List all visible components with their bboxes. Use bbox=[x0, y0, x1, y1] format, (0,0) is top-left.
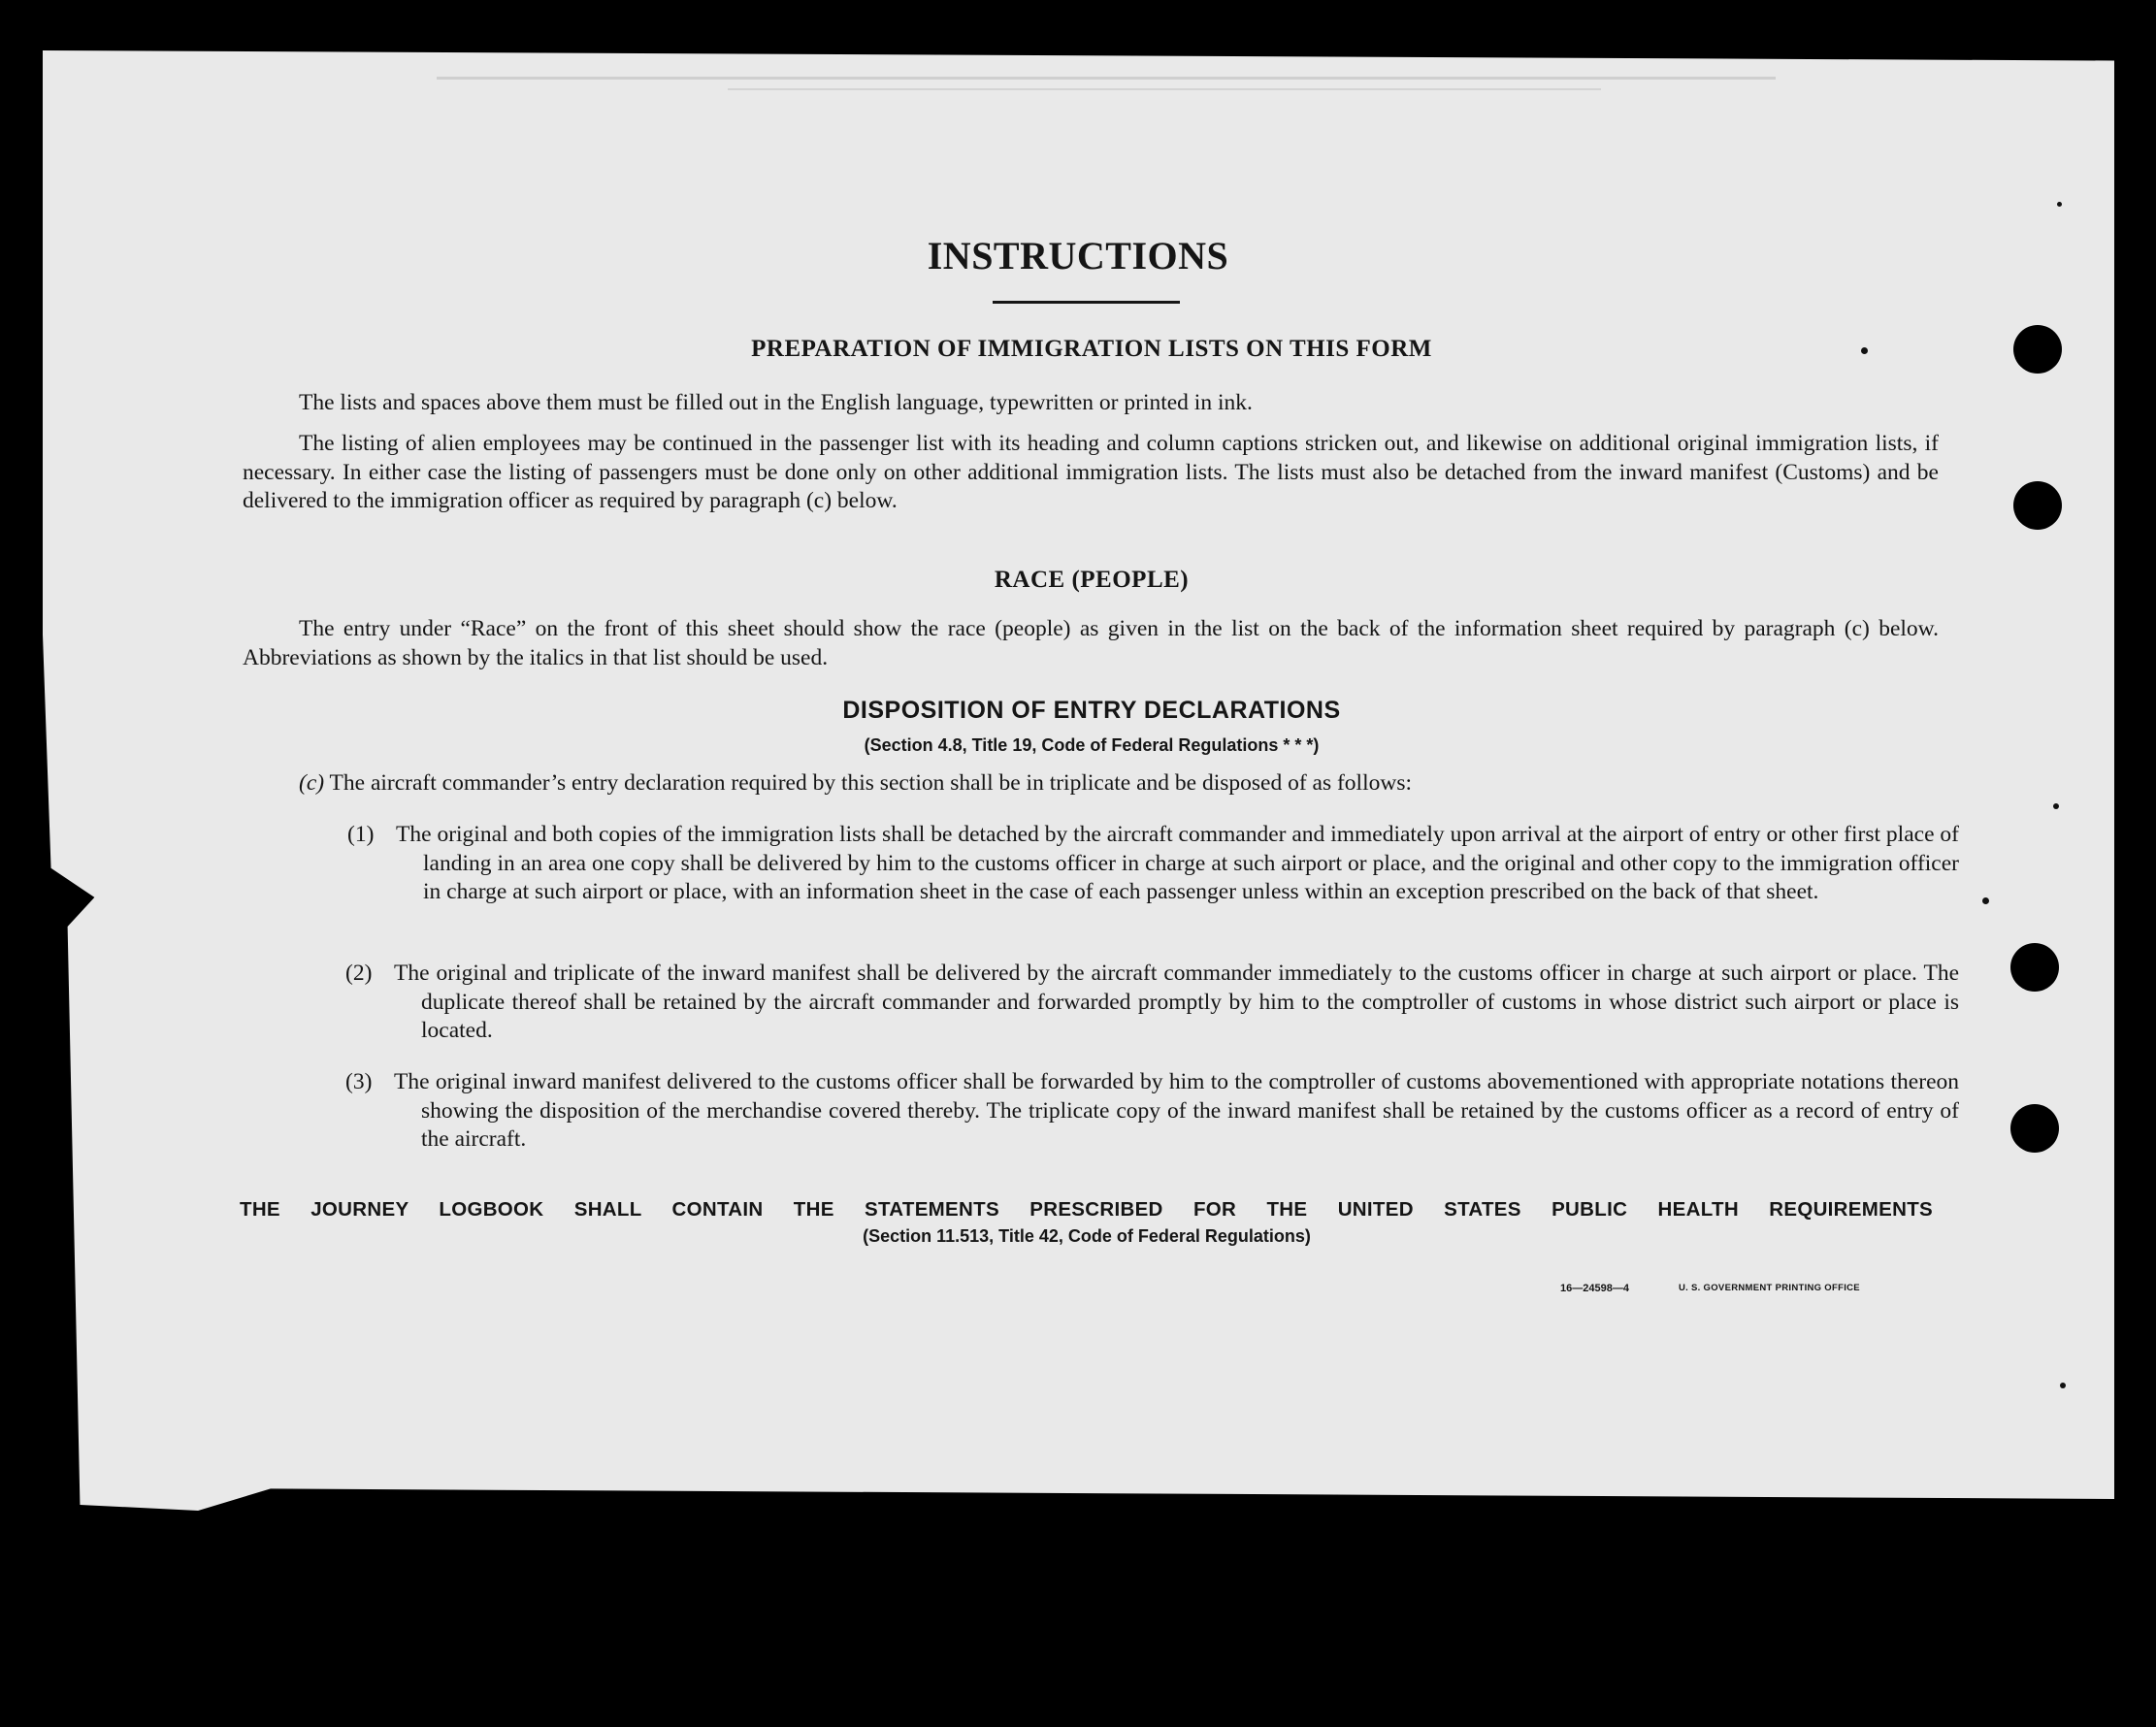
preparation-paragraph-2: The listing of alien employees may be continued in the passenger list with its heading and column captions stricken out, and likewise on additional original immigration lists, if necessary. In either case the listing of passengers must be done only on other additional immigration lists. The lists must also be detached from the inward manifest (Customs) and be delivered to the immigration officer as required by paragraph (c) below. bbox=[243, 431, 1939, 513]
disposition-item-1 bbox=[347, 821, 1959, 907]
printing-office-imprint: U. S. GOVERNMENT PRINTING OFFICE bbox=[1679, 1283, 1860, 1293]
item-number: (2) bbox=[345, 961, 373, 986]
page-title: INSTRUCTIONS bbox=[927, 234, 1229, 277]
title-underline bbox=[993, 301, 1180, 304]
ink-speck bbox=[2053, 803, 2059, 809]
preparation-paragraph-1: The lists and spaces above them must be filled out in the English language, typewritten or printed in ink. bbox=[299, 390, 1253, 415]
bleed-through-text bbox=[437, 63, 1776, 111]
disposition-citation: (Section 4.8, Title 19, Code of Federal Regulations * * *) bbox=[864, 735, 1320, 755]
bleed-through-marks bbox=[437, 63, 1776, 102]
disposition-item-2 bbox=[345, 960, 1959, 1046]
section-heading-race: RACE (PEOPLE) bbox=[994, 567, 1190, 593]
disposition-intro-label: (c) bbox=[299, 770, 325, 796]
item-text: The original inward manifest delivered to the customs officer shall be forwarded by him to the comptroller of customs abovementioned with appropriate notations thereon showing the disposition of the merchandise covered thereby. The triplicate copy of the inward manifest shall be retained by the customs officer as a record of entry of the aircraft. bbox=[394, 1069, 1959, 1152]
health-requirement-citation: (Section 11.513, Title 42, Code of Federal Regulations) bbox=[863, 1226, 1311, 1246]
race-paragraph: The entry under “Race” on the front of this sheet should show the race (people) as given in the list on the back of the information sheet required by paragraph (c) below. Abbreviations as shown by the italics in that list should be used. bbox=[243, 616, 1939, 670]
ink-speck bbox=[1982, 897, 1989, 904]
punch-hole bbox=[2010, 1104, 2059, 1153]
section-heading-preparation: PREPARATION OF IMMIGRATION LISTS ON THIS FORM bbox=[751, 336, 1432, 362]
section-heading-disposition: DISPOSITION OF ENTRY DECLARATIONS bbox=[842, 697, 1341, 724]
item-number: (3) bbox=[345, 1069, 373, 1094]
ink-speck bbox=[2060, 1383, 2066, 1388]
disposition-item-3 bbox=[345, 1068, 1959, 1155]
item-number: (1) bbox=[347, 822, 375, 847]
ink-speck bbox=[2057, 202, 2062, 207]
disposition-intro-text: The aircraft commander’s entry declaration required by this section shall be in triplicate and be disposed of as follows: bbox=[329, 770, 1413, 796]
disposition-intro bbox=[299, 769, 1948, 798]
form-print-code: 16—24598—4 bbox=[1560, 1283, 1629, 1294]
item-text: The original and triplicate of the inward manifest shall be delivered by the aircraft commander immediately to the customs officer in charge at such airport or place. The duplicate thereof shall be retained by the aircraft commander and forwarded promptly by him to the comptroller of customs in whose district such airport or place is located. bbox=[394, 961, 1959, 1043]
punch-hole bbox=[2010, 943, 2059, 992]
item-text: The original and both copies of the immigration lists shall be detached by the aircraft commander and immediately upon arrival at the airport of entry or other first place of landing in an area one copy shall be delivered by him to the customs officer in charge at such airport or place, and the original and other copy to the immigration officer in charge at such airport or place, with an information sheet in the case of each passenger unless within an exception prescribed on the back of that sheet. bbox=[396, 822, 1959, 904]
punch-hole bbox=[2013, 481, 2062, 530]
health-requirement-statement: THE JOURNEY LOGBOOK SHALL CONTAIN THE STATEMENTS PRESCRIBED FOR THE UNITED STATES PUBLIC HEALTH REQUIREMENTS bbox=[240, 1198, 1933, 1221]
